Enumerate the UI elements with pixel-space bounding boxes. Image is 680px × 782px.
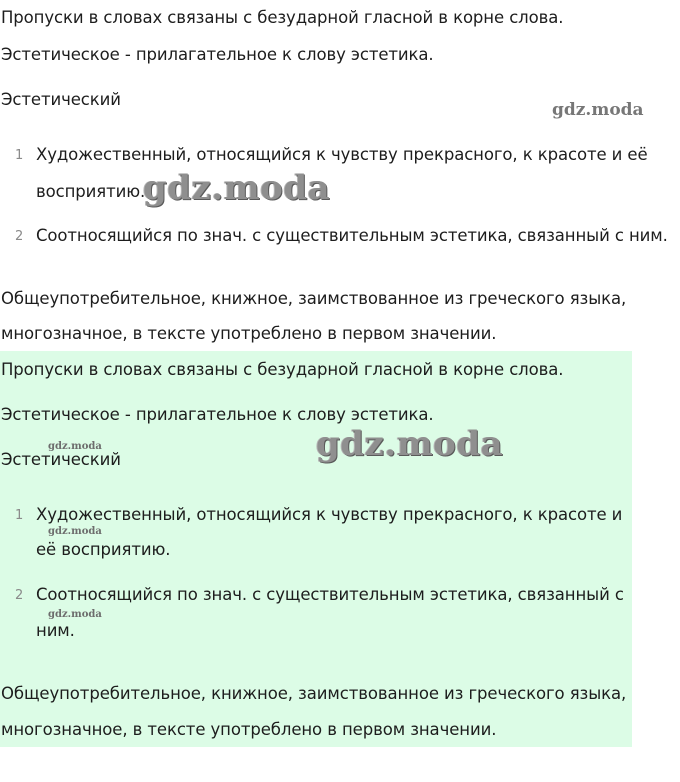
list-number: 1 <box>15 508 24 523</box>
intro-line: Пропуски в словах связаны с безударной гласной в корне слова. <box>1 360 564 379</box>
watermark: gdz.moda <box>552 100 644 120</box>
headword: Эстетический <box>1 450 121 469</box>
definition-line: Эстетическое - прилагательное к слову эстетика. <box>1 45 434 64</box>
list-item-text: Художественный, относящийся к чувству прекрасного, к красоте и <box>36 505 623 524</box>
list-number: 2 <box>15 588 24 603</box>
definition-line: Эстетическое - прилагательное к слову эстетика. <box>1 405 434 424</box>
list-item-text: Художественный, относящийся к чувству прекрасного, к красоте и её <box>36 145 648 164</box>
intro-line: Пропуски в словах связаны с безударной гласной в корне слова. <box>1 8 564 27</box>
watermark: gdz.moda <box>48 526 102 537</box>
list-number: 1 <box>15 148 24 163</box>
paragraph-line: Общеупотребительное, книжное, заимствованное из греческого языка, <box>1 684 627 703</box>
list-item-text: Соотносящийся по знач. с существительным эстетика, связанный с ним. <box>36 226 668 245</box>
list-number: 2 <box>15 229 24 244</box>
list-item-text: восприятию. <box>36 182 146 201</box>
watermark: gdz.moda <box>143 168 331 208</box>
paragraph-line: Общеупотребительное, книжное, заимствованное из греческого языка, <box>1 289 627 308</box>
watermark: gdz.moda <box>316 424 504 464</box>
paragraph-line: многозначное, в тексте употреблено в первом значении. <box>1 324 497 343</box>
list-item-text: Соотносящийся по знач. с существительным эстетика, связанный с <box>36 585 624 604</box>
list-item-text: ним. <box>36 621 75 640</box>
headword: Эстетический <box>1 90 121 109</box>
watermark: gdz.moda <box>48 441 102 452</box>
list-item-text: её восприятию. <box>36 540 171 559</box>
watermark: gdz.moda <box>48 609 102 620</box>
paragraph-line: многозначное, в тексте употреблено в первом значении. <box>1 720 497 739</box>
